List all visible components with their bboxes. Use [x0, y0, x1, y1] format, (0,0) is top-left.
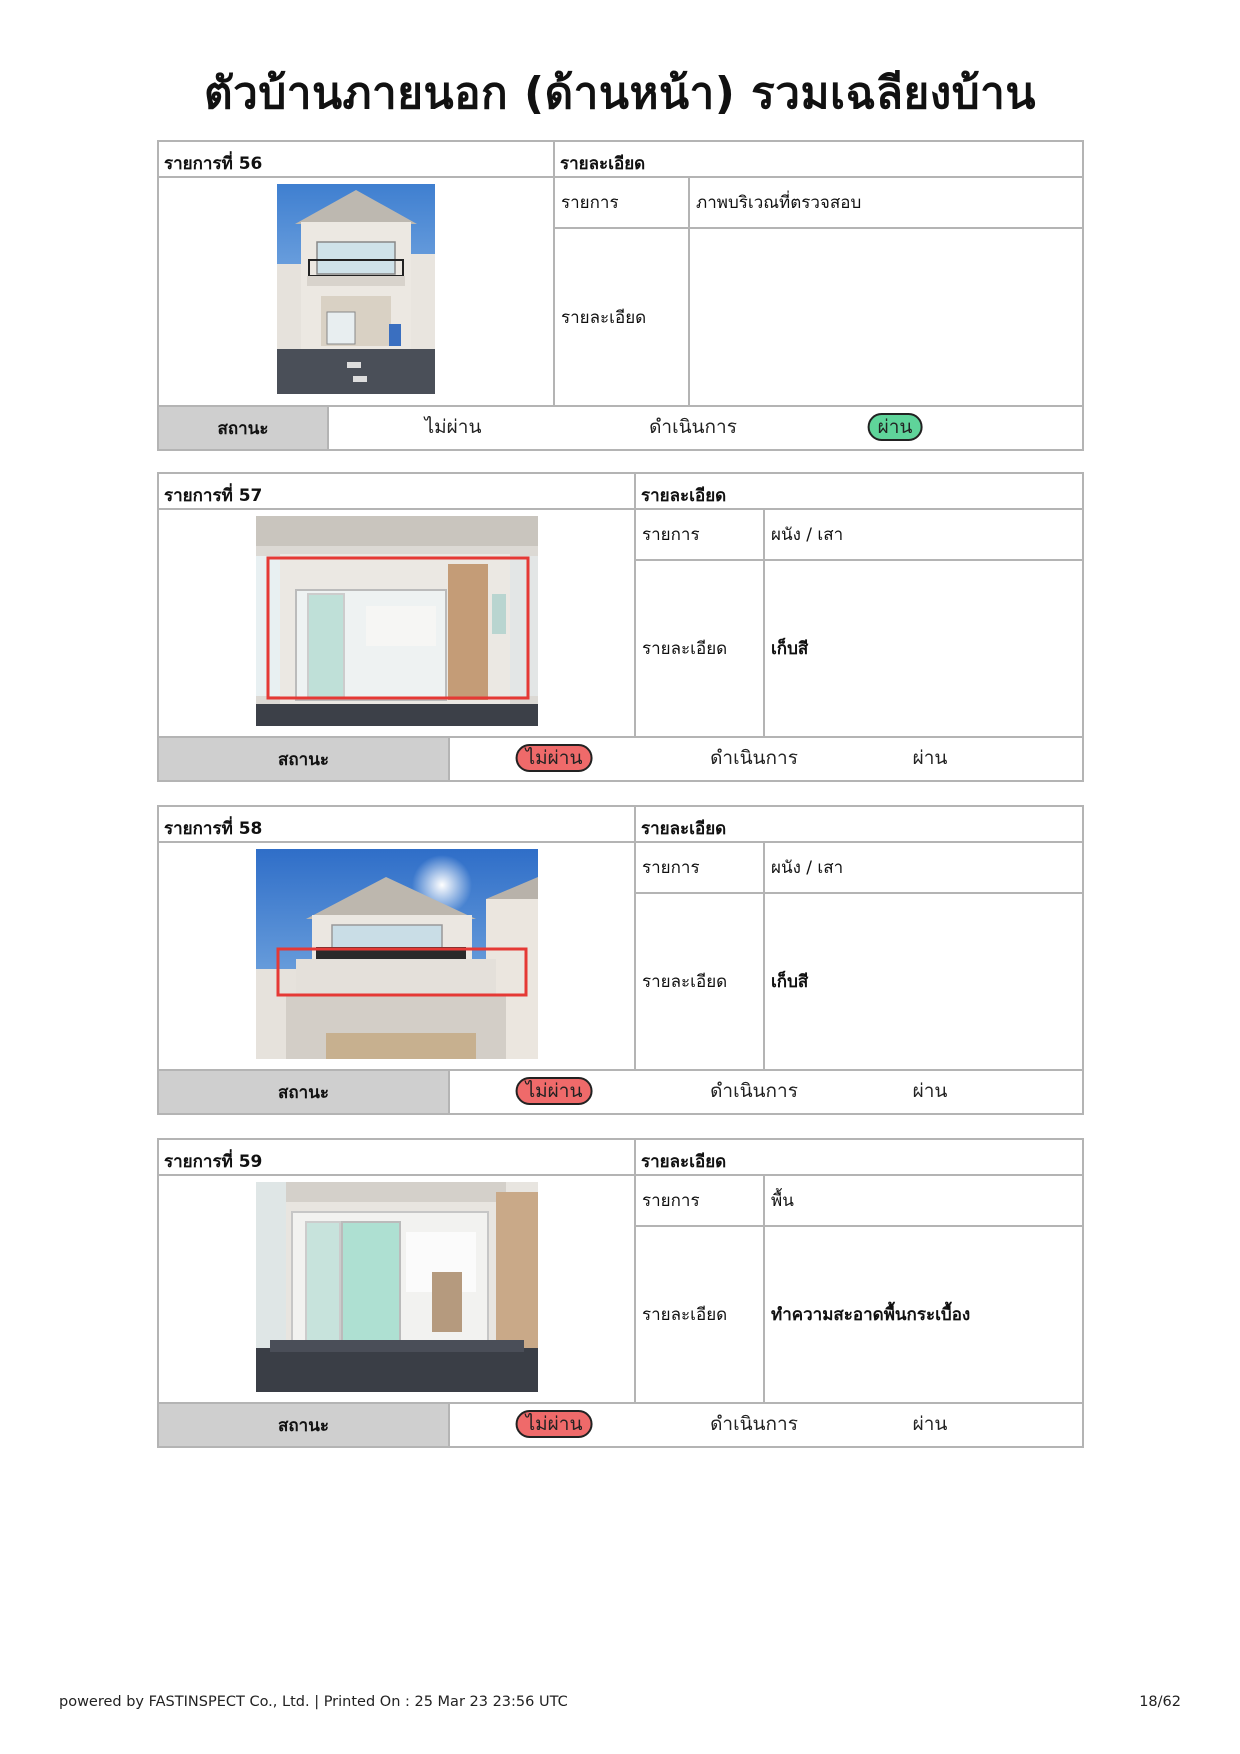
- photo-cell: [159, 510, 636, 736]
- status-label: สถานะ: [159, 407, 329, 449]
- photo-cell: [159, 843, 636, 1069]
- detail-label: รายละเอียด: [636, 561, 765, 736]
- detail-label: รายละเอียด: [636, 894, 765, 1069]
- status-label: สถานะ: [159, 1071, 450, 1113]
- item-number: รายการที่ 58: [159, 807, 636, 841]
- detail-header: รายละเอียด: [641, 819, 727, 839]
- page-number: 18/62: [1139, 1694, 1181, 1710]
- status-label: สถานะ: [159, 1404, 450, 1446]
- status-option-fail[interactable]: ไม่ผ่าน: [516, 1410, 593, 1438]
- status-option-fail[interactable]: ไม่ผ่าน: [516, 1077, 593, 1105]
- inspection-item-59: [157, 1138, 1084, 1448]
- status-option-pass[interactable]: ผ่าน: [868, 413, 923, 441]
- porch-floor-photo[interactable]: [256, 1182, 538, 1392]
- status-label: สถานะ: [159, 738, 450, 780]
- house-front-photo[interactable]: [277, 184, 435, 394]
- item-label: รายการ: [555, 178, 690, 227]
- detail-header: รายละเอียด: [641, 1152, 727, 1172]
- item-label: รายการ: [636, 1176, 765, 1225]
- page-title: ตัวบ้านภายนอก (ด้านหน้า) รวมเฉลียงบ้าน: [204, 68, 1036, 119]
- item-value: ผนัง / เสา: [771, 525, 844, 545]
- photo-cell: [159, 1176, 636, 1402]
- status-option-in-progress[interactable]: ดำเนินการ: [649, 416, 737, 438]
- status-option-fail[interactable]: ไม่ผ่าน: [424, 416, 482, 438]
- detail-value: ทำความสะอาดพื้นกระเบื้อง: [771, 1305, 971, 1325]
- status-option-pass[interactable]: ผ่าน: [912, 1413, 948, 1435]
- status-option-fail[interactable]: ไม่ผ่าน: [516, 744, 593, 772]
- status-option-pass[interactable]: ผ่าน: [912, 747, 948, 769]
- item-value: พื้น: [771, 1191, 794, 1211]
- sliding-door-photo[interactable]: [256, 516, 538, 726]
- detail-value: เก็บสี: [771, 972, 809, 992]
- item-header-row: [159, 142, 1082, 178]
- photo-cell: [159, 178, 555, 405]
- detail-header: รายละเอียด: [560, 154, 646, 174]
- balcony-photo[interactable]: [256, 849, 538, 1059]
- detail-value: เก็บสี: [771, 639, 809, 659]
- item-label: รายการ: [636, 843, 765, 892]
- detail-label: รายละเอียด: [636, 1227, 765, 1402]
- item-label: รายการ: [636, 510, 765, 559]
- item-number: รายการที่ 57: [159, 474, 636, 508]
- status-option-in-progress[interactable]: ดำเนินการ: [710, 1080, 798, 1102]
- detail-label: รายละเอียด: [555, 229, 690, 405]
- item-number: รายการที่ 59: [159, 1140, 636, 1174]
- item-value: ผนัง / เสา: [771, 858, 844, 878]
- item-number: รายการที่ 56: [159, 142, 555, 176]
- inspection-item-58: [157, 805, 1084, 1115]
- inspection-item-56: [157, 140, 1084, 451]
- status-option-in-progress[interactable]: ดำเนินการ: [710, 747, 798, 769]
- status-option-in-progress[interactable]: ดำเนินการ: [710, 1413, 798, 1435]
- detail-value: [690, 229, 1082, 405]
- status-option-pass[interactable]: ผ่าน: [912, 1080, 948, 1102]
- inspection-item-57: [157, 472, 1084, 782]
- footer-credit: powered by FASTINSPECT Co., Ltd. | Printed On : 25 Mar 23 23:56 UTC: [59, 1694, 568, 1710]
- item-value: ภาพบริเวณที่ตรวจสอบ: [696, 193, 862, 213]
- detail-header: รายละเอียด: [641, 486, 727, 506]
